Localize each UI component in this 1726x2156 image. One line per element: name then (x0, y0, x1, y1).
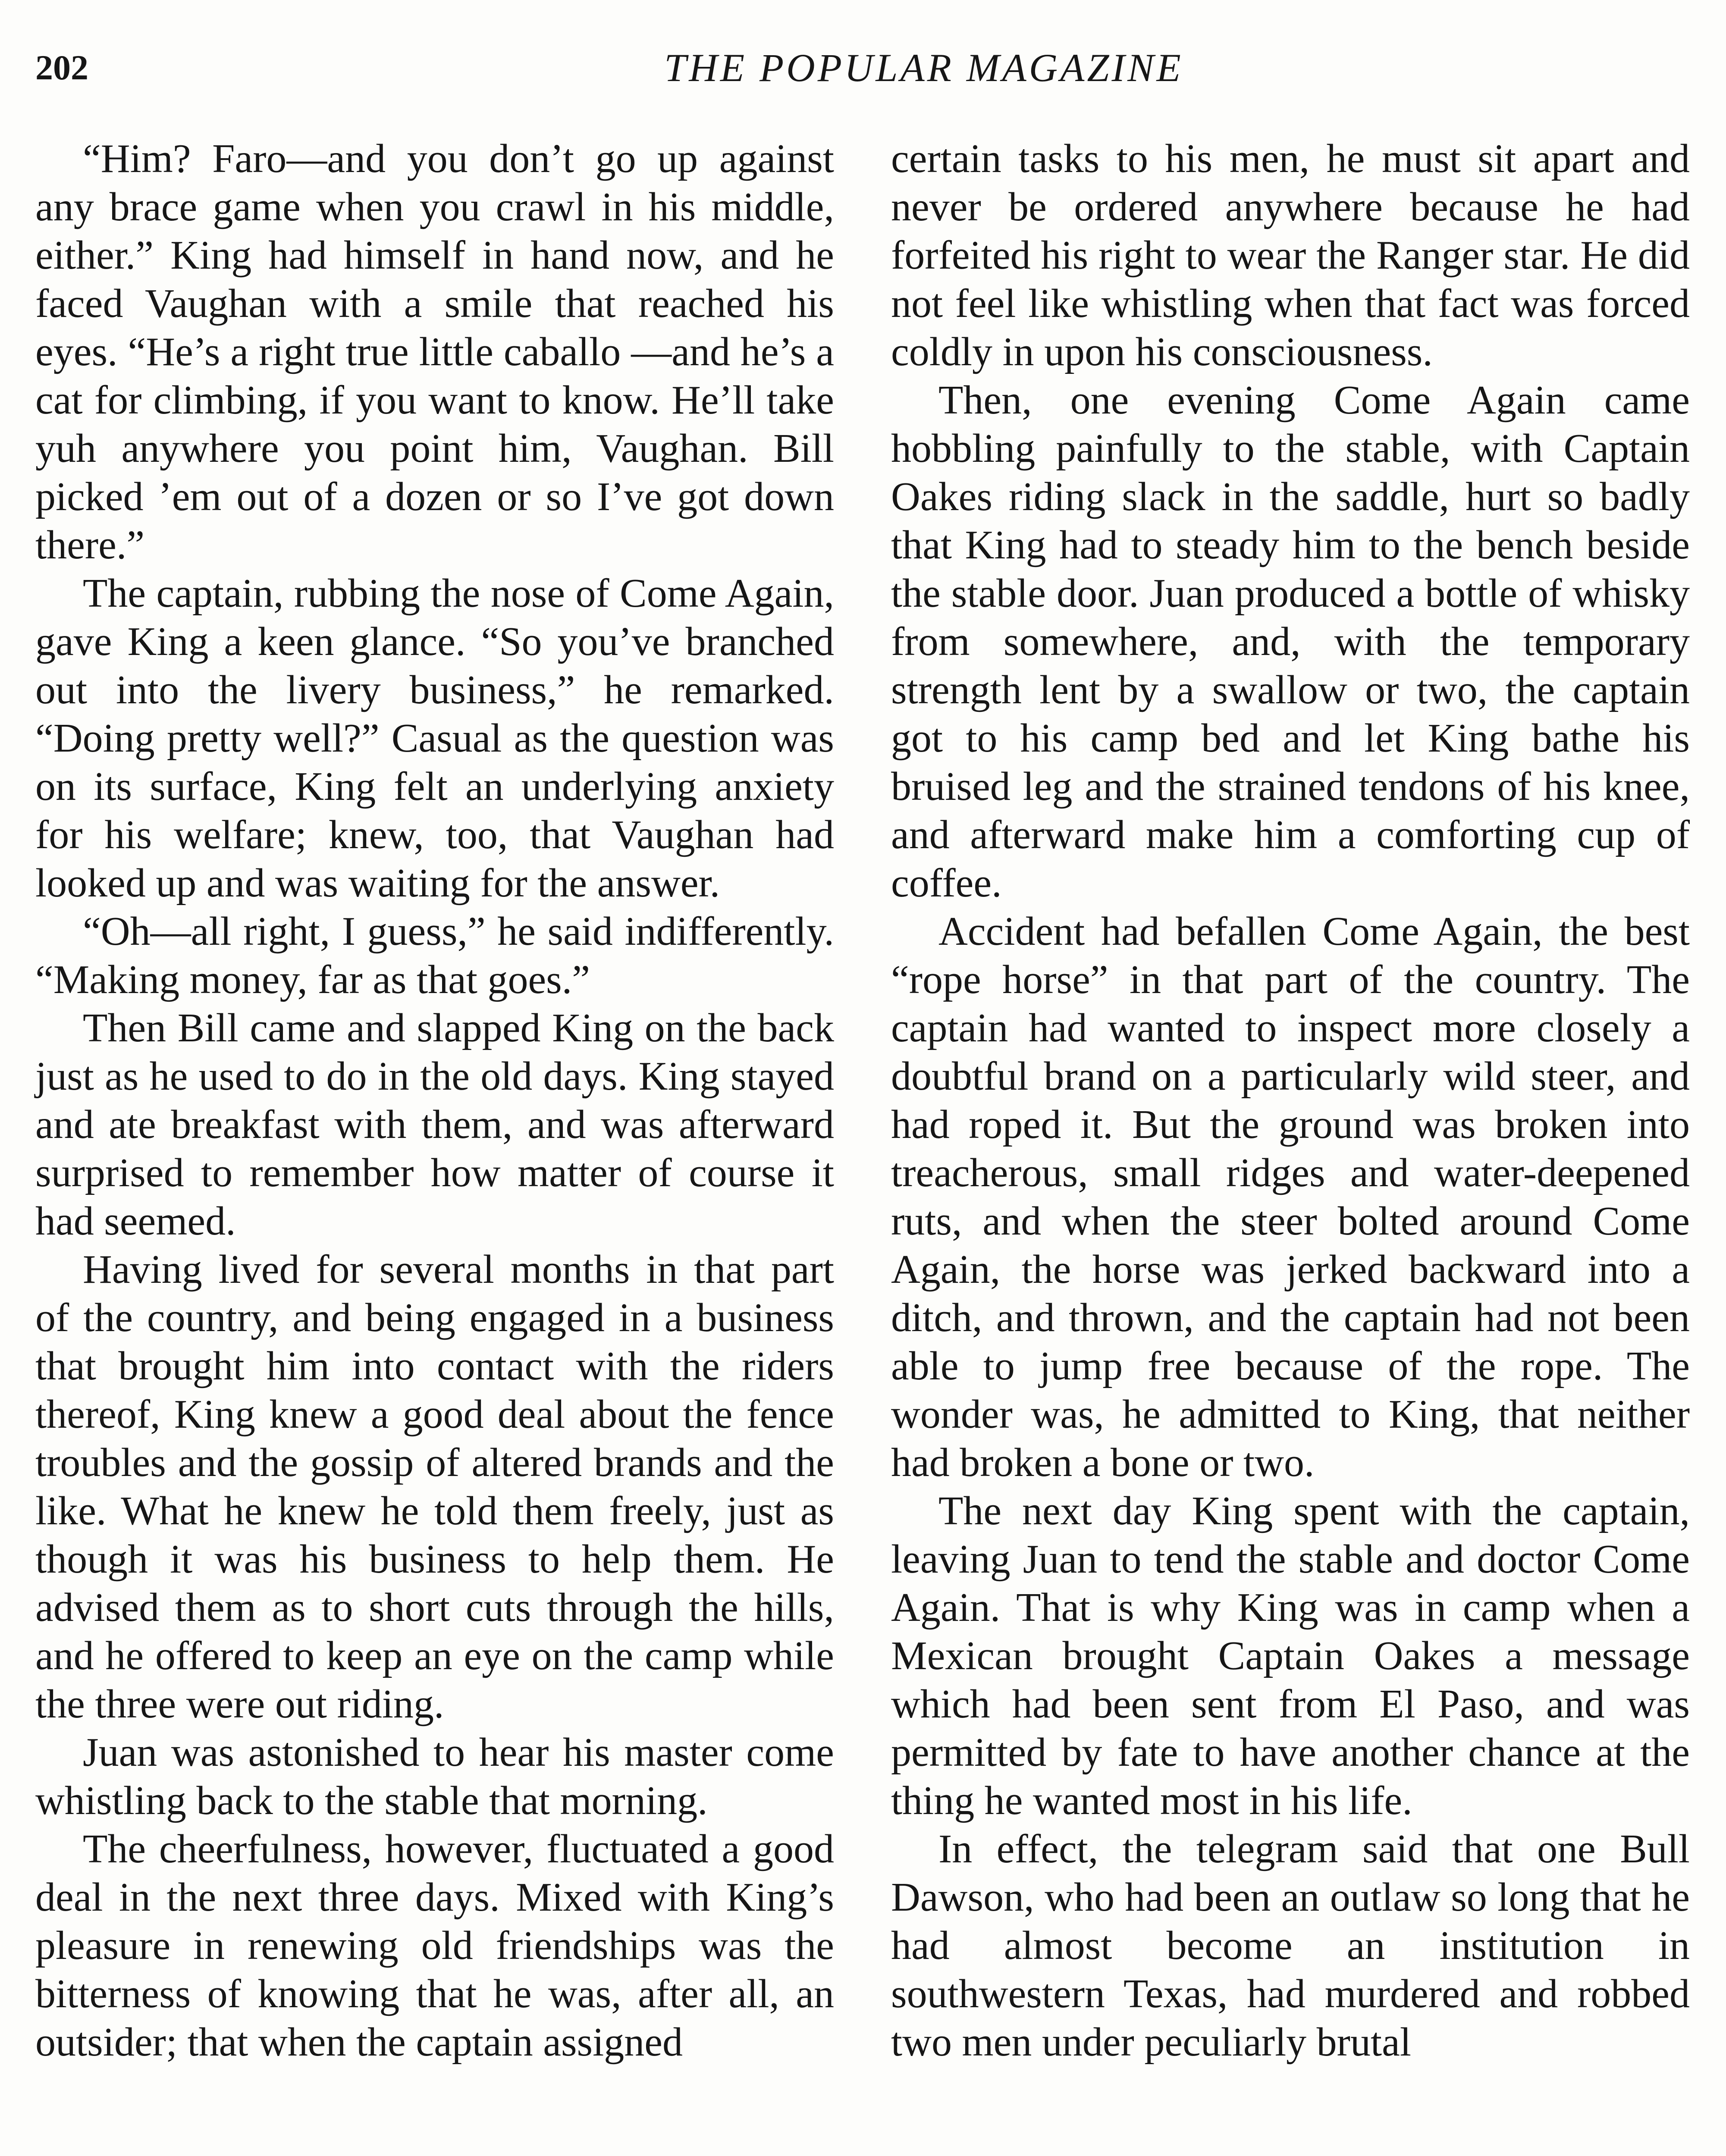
paragraph: “Oh—all right, I guess,” he said indifferently. “Making money, far as that goes.” (35, 909, 834, 1002)
paragraph: Then, one evening Come Again came hobbling painfully to the stable, with Captain Oakes riding slack in the saddle, hurt so badly that King had to steady him to the bench beside the stable door. Juan produced a bottle of whisky from somewhere, and, with the temporary strength lent by a swallow or two, the captain got to his camp bed and let King bathe his bruised leg and the strained tendons of his knee, and afterward make him a comforting cup of coffee. (891, 378, 1690, 906)
paragraph: certain tasks to his men, he must sit apart and never be ordered anywhere because he had forfeited his right to wear the Ranger star. He did not feel like whistling when that fact was forced coldly in upon his consciousness. (891, 136, 1690, 374)
page-number: 202 (35, 48, 88, 87)
right-column (891, 135, 1690, 2156)
paragraph: The cheerfulness, however, fluctuated a good deal in the next three days. Mixed with King’s pleasure in renewing old friendships was the bitterness of knowing that he was, after all, an outsider; that when the captain assigned (35, 1827, 834, 2065)
paragraph: Accident had befallen Come Again, the best “rope horse” in that part of the country. The captain had wanted to inspect more closely a doubtful brand on a particularly wild steer, and had roped it. But the ground was broken into treacherous, small ridges and water-deepened ruts, and when the steer bolted around Come Again, the horse was jerked backward into a ditch, and thrown, and the captain had not been able to jump free because of the rope. The wonder was, he admitted to King, that neither had broken a bone or two. (891, 909, 1690, 1485)
paragraph: Then Bill came and slapped King on the back just as he used to do in the old days. King stayed and ate breakfast with them, and was afterward surprised to remember how matter of course it had seemed. (35, 1006, 834, 1244)
running-title: THE POPULAR MAGAZINE (664, 46, 1183, 90)
paragraph: Having lived for several months in that part of the country, and being engaged in a business that brought him into contact with the riders thereof, King knew a good deal about the fence troubles and the gossip of altered brands and the like. What he knew he told them freely, just as though it was his business to help them. He advised them as to short cuts through the hills, and he offered to keep an eye on the camp while the three were out riding. (35, 1247, 834, 1727)
paragraph: “Him? Faro—and you don’t go up against any brace game when you crawl in his middle, either.” King had himself in hand now, and he faced Vaughan with a smile that reached his eyes. “He’s a right true little caballo —and he’s a cat for climbing, if you want to know. He’ll take yuh anywhere you point him, Vaughan. Bill picked ’em out of a dozen or so I’ve got down there.” (35, 136, 834, 567)
left-column (35, 135, 834, 2156)
paragraph: Juan was astonished to hear his master come whistling back to the stable that morning. (35, 1730, 834, 1823)
paragraph: The captain, rubbing the nose of Come Again, gave King a keen glance. “So you’ve branched out into the livery business,” he remarked. “Doing pretty well?” Casual as the question was on its surface, King felt an underlying anxiety for his welfare; knew, too, that Vaughan had looked up and was waiting for the answer. (35, 571, 834, 906)
paragraph: In effect, the telegram said that one Bull Dawson, who had been an outlaw so long that he had almost become an institution in southwestern Texas, had murdered and robbed two men under peculiarly brutal (891, 1827, 1690, 2065)
page-header (35, 40, 1691, 96)
paragraph: The next day King spent with the captain, leaving Juan to tend the stable and doctor Come Again. That is why King was in camp when a Mexican brought Captain Oakes a message which had been sent from El Paso, and was permitted by fate to have another chance at the thing he wanted most in his life. (891, 1489, 1690, 1823)
